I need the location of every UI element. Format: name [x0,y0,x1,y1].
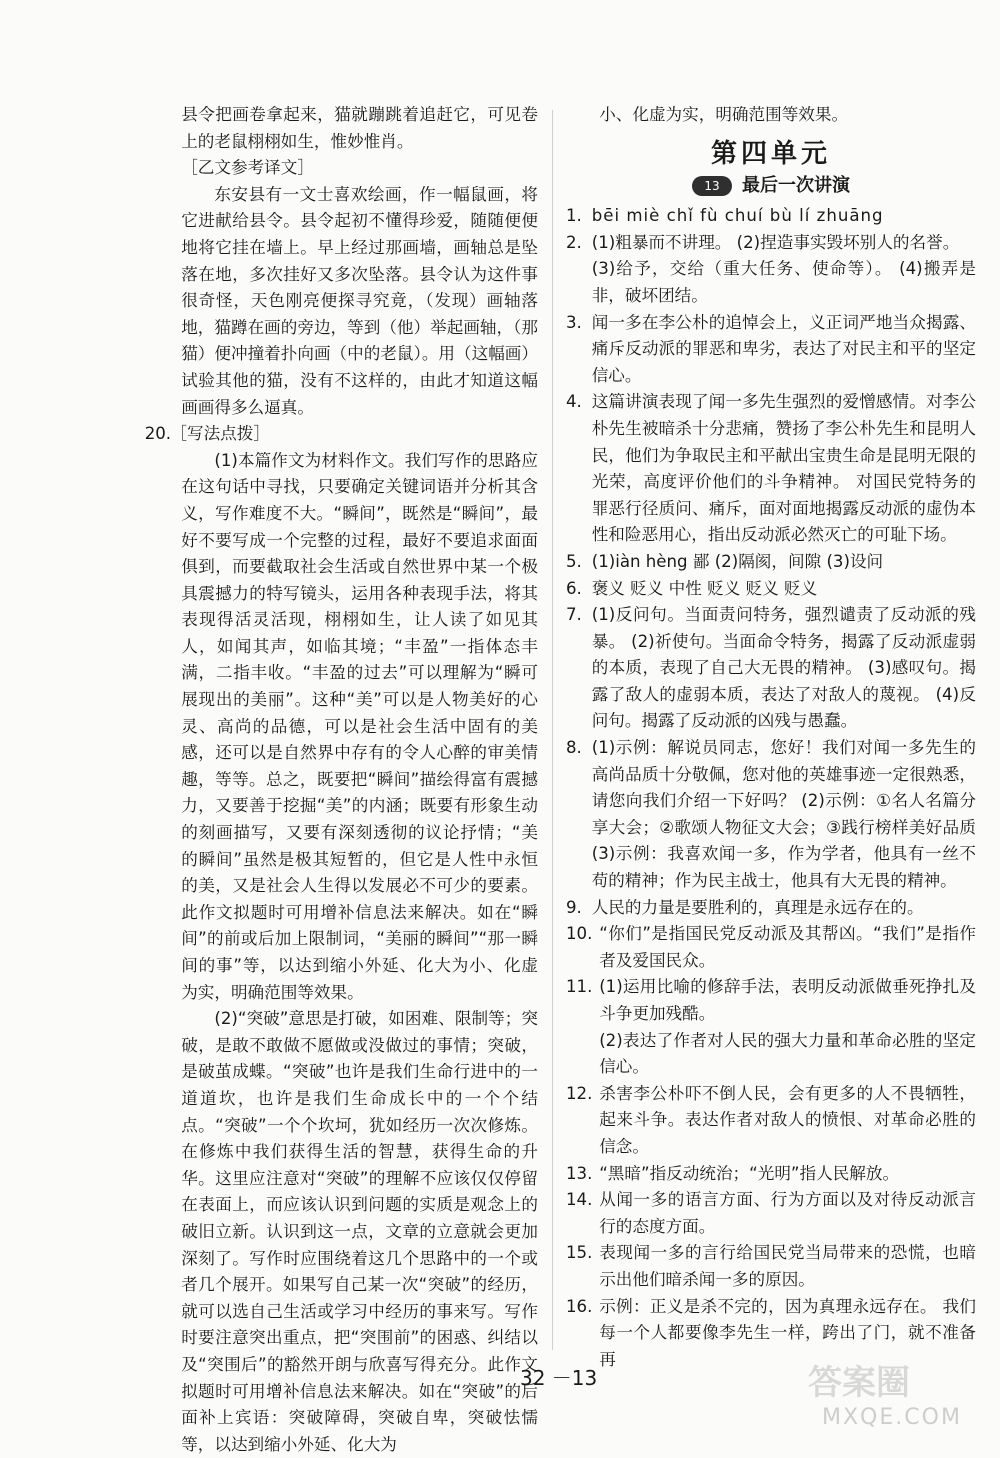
answer-item [566,203,976,230]
answer-item [566,1081,976,1161]
item-number: 13. [566,1163,593,1183]
item-number: 14. [566,1190,593,1210]
item-body [599,1161,976,1188]
item-text: 人民的力量是要胜利的，真理是永远存在的。 [591,897,924,917]
item-number: 4. [566,392,582,412]
item-number: 15. [566,1243,593,1263]
page-number: 32 －13 [520,1366,598,1390]
left-column [144,102,538,1458]
item-text: 这篇讲演表现了闻一多先生强烈的爱憎感情。对李公朴先生被暗杀十分悲痛，赞扬了李公朴先生和昆明人民，他们为争取民主和平献出宝贵生命是昆明无限的光荣，高度评价他们的斗争精神。 对国民党特务的罪恶行径质问、痛斥，面对面地揭露反动派的虚伪本性和险恶用心，指出反动派必然灭亡的可耻下场。 [591,392,976,545]
item-text: (1)iàn hèng 鄙 (2)隔阂，间隙 (3)设问 [591,551,884,571]
item-text: 褒义 贬义 中性 贬义 贬义 贬义 [591,578,818,598]
answer-item [566,895,976,922]
item-text: (1)反问句。当面责问特务，强烈谴责了反动派的残暴。 (2)祈使句。当面命令特务，揭露了反动派虚弱的本质，表现了自己大无畏的精神。 (3)感叹句。揭露了敌人的虚弱本质，表达了对敌人的蔑视。 (4)反问句。揭露了反动派的凶残与愚蠢。 [591,605,976,731]
item-number: 9. [566,897,582,917]
answer-item [566,549,976,576]
right-column [566,102,976,1373]
item-text: (2)表达了作者对人民的强大力量和革命必胜的坚定信心。 [599,1030,976,1077]
item-text: (1)运用比喻的修辞手法，表明反动派做垂死挣扎及斗争更加残酷。 [599,977,976,1023]
item-text: 闻一多在李公朴的追悼会上，义正词严地当众揭露、痛斥反动派的罪恶和卑劣，表达了对民主和平的坚定信心。 [591,312,976,385]
lesson-header [566,173,976,200]
writing-tips-part-1: (1)本篇作文为材料作文。我们写作的思路应在这句话中寻找，只要确定关键词语并分析其含义，写作难度不大。“瞬间”，既然是“瞬间”，最好不要写成一个完整的过程，最好不要追求面面俱到，而要截取社会生活或自然世界中某一个极具震撼力的特写镜头，运用各种表现手法，将其表现得活灵活现，栩栩如生，让人读了如见其人，如闻其声，如临其境；“丰盈”一指体态丰满，二指丰收。“丰盈的过去”可以理解为“瞬可展现出的美丽”。这种“美”可以是人物美好的心灵、高尚的品德，可以是社会生活中固有的美感，还可以是自然界中存有的令人心醉的审美情趣，等等。总之，既要把“瞬间”描绘得富有震撼力，又要善于挖掘“美”的内涵；既要有形象生动的刻画描写，又要有深刻透彻的议论抒情；“美的瞬间”虽然是极其短暂的，但它是人性中永恒的美，又是社会人生得以发展必不可少的要素。此作文拟题时可用增补信息法来解决。如在“瞬间”的前或后加上限制词，“美丽的瞬间”“那一瞬间的事”等，以达到缩小外延、化大为小、化虚为实，明确范围等效果。 [181,450,538,1002]
answer-item [566,389,976,549]
answer-item [566,576,976,603]
item-body [592,549,976,576]
answer-item [566,735,976,895]
item-body [592,203,976,230]
lesson-number-badge: 13 [692,176,732,196]
item-number: 2. [566,232,582,252]
answer-list [566,203,976,1373]
yi-translation-body: 东安县有一文士喜欢绘画，作一幅鼠画，将它进献给县令。县令起初不懂得珍爱，随随便便地将它挂在墙上。早上经过那画墙，画轴总是坠落在地，多次挂好又多次坠落。县令认为这件事很奇怪，天色刚亮便探寻究竟，（发现）画轴落地，猫蹲在画的旁边，等到（他）举起画轴，（那猫）便冲撞着扑向画（中的老鼠）。用（这幅画）试验其他的猫，没有不这样的，由此才知道这幅画画得多么逼真。 [181,184,538,417]
answer-item [566,1240,976,1293]
item-body [592,576,976,603]
item-text: 杀害李公朴吓不倒人民，会有更多的人不畏牺牲，起来斗争。表达作者对敌人的愤恨、对革命必胜的信念。 [599,1083,976,1156]
item-body [599,1187,976,1240]
item-number: 12. [566,1083,593,1103]
answer-item [566,602,976,735]
answer-item [566,1187,976,1240]
item-body [592,389,976,549]
unit-title: 第四单元 [710,138,831,169]
item-text: 表现闻一多的言行给国民党当局带来的恐慌，也暗示出他们暗杀闻一多的原因。 [599,1243,976,1289]
answer-item [566,1161,976,1188]
item-body [599,1081,976,1161]
item-text: “你们”是指国民党反动派及其帮凶。“我们”是指作者及爱国民众。 [599,924,976,970]
item-body [592,230,976,310]
watermark-logo [800,1360,990,1432]
lesson-title: 最后一次讲演 [742,174,850,196]
item-number: 10. [566,924,593,944]
item-text: “黑暗”指反动统治；“光明”指人民解放。 [599,1163,900,1183]
yi-translation-heading: ［乙文参考译文］ [181,158,314,178]
item-number: 6. [566,578,582,598]
item-text: 示例：正义是杀不完的，因为真理永远存在。 我们每一个人都要像李先生一样，跨出了门，就不准备再 [599,1296,976,1369]
item-number: 3. [566,312,582,332]
item-body [592,895,976,922]
left-intro-text: 县令把画卷拿起来，猫就蹦跳着追赶它，可见卷上的老鼠栩栩如生，惟妙惟肖。 [181,105,538,151]
column-divider [552,110,553,1350]
answer-item-20 [144,421,538,448]
item-number: 8. [566,738,582,758]
writing-tips-heading: ［写法点拨］ [170,424,270,444]
item-text: bēi miè chǐ fù chuí bù lí zhuāng [591,206,884,226]
item-number: 16. [566,1296,593,1316]
answer-item [566,310,976,390]
right-continued-text: 小、化虚为实，明确范围等效果。 [599,105,849,124]
item-text: (3)给予，交给（重大任务、使命等）。 (4)搬弄是非，破坏团结。 [591,259,976,305]
item-number: 7. [566,605,582,625]
item-number: 20. [144,424,172,444]
item-text: 从闻一多的语言方面、行为方面以及对待反动派言行的态度方面。 [599,1190,976,1236]
item-body [599,921,976,974]
item-text: (1)示例：解说员同志，您好！我们对闻一多先生的高尚品质十分敬佩，您对他的英雄事迹一定很熟悉，请您向我们介绍一下好吗？ (2)示例：①名人名篇分享大会；②歌颂人物征文大会；③践行榜样美好品质 (3)示例：我喜欢闻一多，作为学者，他具有一丝不苟的精神；作为民主战士，他具有大无畏的精神。 [591,738,976,891]
watermark-small-text: MXQE.COM [822,1405,962,1430]
answer-item [566,974,976,1080]
answer-item [566,230,976,310]
item-number: 11. [566,977,593,997]
item-body [592,602,976,735]
item-body [592,735,976,895]
item-body [599,1240,976,1293]
item-body [599,974,976,1080]
item-body [592,310,976,390]
item-text: (1)粗暴而不讲理。 (2)捏造事实毁坏别人的名誉。 [591,232,960,252]
item-number: 5. [566,551,582,571]
writing-tips-part-2: (2)“突破”意思是打破，如困难、限制等；突破，是敢不敢做不愿做或没做过的事情；突破，是破茧成蝶。“突破”也许是我们生命行进中的一道道坎，也许是我们生命成长中的一个个结点。“突破”一个个坎坷，犹如经历一次次修炼。在修炼中我们获得生活的智慧，获得生命的升华。这里应注意对“突破”的理解不应该仅仅停留在表面上，而应该认识到问题的实质是观念上的破旧立新。认识到这一点，文章的立意就会更加深刻了。写作时应围绕着这几个思路中的一个或者几个展开。如果写自己某一次“突破”的经历，就可以选自己生活或学习中经历的事来写。写作时要注意突出重点，把“突围前”的困惑、纠结以及“突围后”的豁然开朗与欣喜写得充分。此作文拟题时可用增补信息法来解决。如在“突破”的后面补上宾语：突破障碍，突破自卑，突破怯懦等，以达到缩小外延、化大为 [181,1009,538,1454]
watermark-big-text: 答案圈 [808,1363,910,1403]
answer-item [566,921,976,974]
item-number: 1. [566,206,582,226]
